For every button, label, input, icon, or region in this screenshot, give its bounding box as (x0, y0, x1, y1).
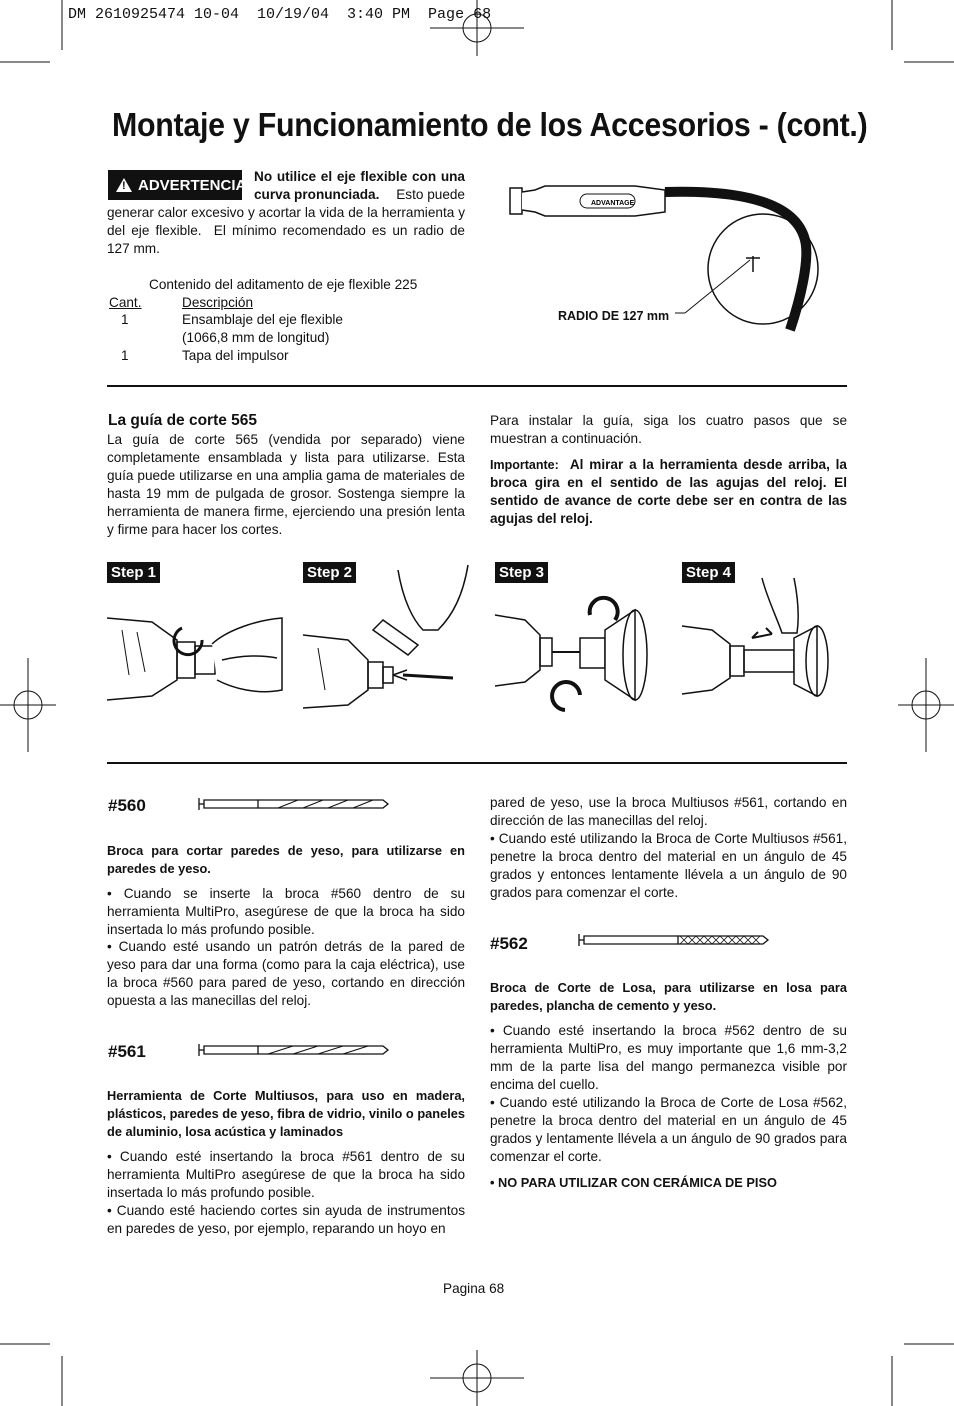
contents-col-desc: Descripción (182, 295, 254, 310)
step-4-illustration (682, 578, 847, 718)
guide-important-text: Al mirar a la herramienta desde arriba, la broca gira en el sentido de las agujas del reloj. El sentido de avance de corte debe ser en contra de las agujas del reloj. (490, 457, 847, 526)
bit-561-paragraph: • Cuando esté haciendo cortes sin ayuda de instrumentos en paredes de yeso, por ejemplo, reparando un hoyo en (107, 1203, 465, 1236)
warning-badge-label: ADVERTENCIA (138, 176, 247, 194)
step-3-illustration (495, 590, 670, 720)
bit-561-number: #561 (108, 1042, 146, 1061)
registration-mark-left (0, 658, 56, 752)
bit-562-number: #562 (490, 934, 528, 953)
bit-561-paragraph: • Cuando esté insertando la broca #561 dentro de su herramienta MultiPro asegúrese de que la broca ha sido insertada lo más profundo posible. (107, 1149, 465, 1200)
guide-install-text: Para instalar la guía, siga los cuatro pasos que se muestran a continuación. (490, 413, 847, 446)
warning-bold-text: No utilice el eje flexible con una curva pronunciada. (254, 169, 465, 202)
bit-561-icon (198, 1042, 393, 1058)
step-4-label: Step 4 (682, 562, 735, 583)
bit-562-icon (578, 932, 773, 948)
bit-562-note: • NO PARA UTILIZAR CON CERÁMICA DE PISO (490, 1175, 777, 1190)
bit-561-paragraph: • Cuando esté utilizando la Broca de Corte Multiusos #561, penetre la broca dentro del material en un ángulo de 45 grados y entonces lentamente llévela a un ángulo de 90 grados para comenzar el corte. (490, 831, 847, 900)
bit-562-subtitle: Broca de Corte de Losa, para utilizarse en losa para paredes, plancha de cemento y yeso. (490, 980, 847, 1013)
warning-text-start: Esto puede (396, 187, 465, 202)
contents-row-qty: 1 (121, 348, 129, 363)
flex-shaft-brand: ADVANTAGE (591, 200, 635, 207)
contents-row-desc2: (1066,8 mm de longitud) (182, 330, 330, 345)
page-number: Pagina 68 (443, 1281, 505, 1296)
step-2-illustration (303, 560, 478, 710)
bit-560-subtitle: Broca para cortar paredes de yeso, para utilizarse en paredes de yeso. (107, 843, 465, 876)
section-divider (107, 385, 847, 387)
step-1-illustration (107, 600, 282, 710)
bit-562-paragraph: • Cuando esté utilizando la Broca de Corte de Losa #562, penetre la broca dentro del material en un ángulo de 45 grados y lentamente llévela a un ángulo de 90 grados para comenzar el corte. (490, 1095, 847, 1164)
guide-important (490, 456, 847, 528)
step-3-label: Step 3 (495, 562, 548, 583)
bit-562-paragraph: • Cuando esté insertando la broca #562 dentro de su herramienta MultiPro, es muy importante que 1,6 mm-3,2 mm de la parte lisa del mango permanezca visible por encima del cuello. (490, 1023, 847, 1092)
bit-560-paragraph: • Cuando esté usando un patrón detrás de la pared de yeso para dar una forma (como para la caja eléctrica), use la broca #560 para pared de yeso, cortando en dirección opuesta a las manecillas del reloj. (107, 939, 465, 1008)
step-2-label: Step 2 (303, 562, 356, 583)
guide-text: La guía de corte 565 (vendida por separado) viene completamente ensamblada y lista para utilizarse. Esta guía puede utilizarse en una amplia gama de materiales de hasta 19 mm de pulgada de grosor. Sostenga siempre la herramienta de manera firme, ejerciendo una presión lenta y firme para hacer los cortes. (107, 432, 465, 537)
bit-560-paragraph: • Cuando se inserte la broca #560 dentro de su herramienta MultiPro, asegúrese de que la broca ha sido insertada lo más profundo posible. (107, 886, 465, 937)
registration-mark-right (898, 658, 954, 752)
warning-text: generar calor excesivo y acortar la vida de la herramienta y del eje flexible. El mínimo recomendado es un radio de 127 mm. (107, 205, 465, 256)
registration-mark-bottom (430, 1350, 524, 1406)
section-divider (107, 762, 847, 764)
step-1-label: Step 1 (107, 562, 160, 583)
contents-col-qty: Cant. (109, 295, 142, 310)
contents-row-desc: Tapa del impulsor (182, 348, 289, 363)
contents-caption: Contenido del aditamento de eje flexible 225 (149, 277, 418, 292)
guide-heading: La guía de corte 565 (108, 412, 258, 429)
bit-560-icon (198, 796, 393, 812)
bit-561-paragraph-cont: pared de yeso, use la broca Multiusos #561, cortando en dirección de las manecillas del reloj. (490, 795, 847, 828)
warning-triangle-icon: ! (116, 178, 132, 192)
radius-label: RADIO DE 127 mm (558, 309, 670, 323)
warning-badge (108, 170, 247, 200)
bit-560-number: #560 (108, 796, 146, 815)
contents-row-qty: 1 (121, 312, 129, 327)
page-title: Montaje y Funcionamiento de los Accesorios - (cont.) (112, 106, 868, 143)
contents-row-desc: Ensamblaje del eje flexible (182, 312, 343, 327)
guide-important-label: Importante: (490, 458, 559, 472)
bit-561-subtitle: Herramienta de Corte Multiusos, para uso en madera, plásticos, paredes de yeso, fibra de vidrio, vinilo o paneles de aluminio, losa acústica y laminados (107, 1088, 465, 1139)
flex-shaft-illustration (505, 180, 835, 340)
print-header: DM 2610925474 10-04 10/19/04 3:40 PM Page 68 (68, 6, 492, 23)
